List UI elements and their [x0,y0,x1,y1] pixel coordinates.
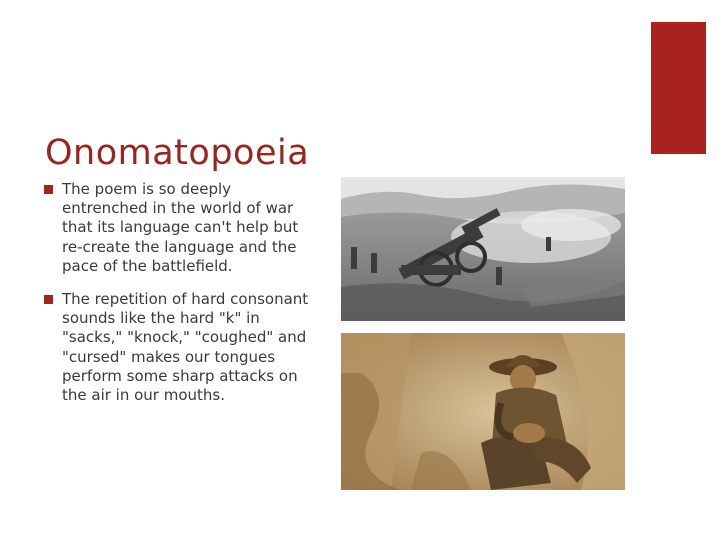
bullet-item [44,180,316,276]
artillery-battlefield-photo [341,177,625,321]
accent-bar [651,22,706,154]
bullet-item [44,290,316,405]
square-bullet-icon [44,185,53,194]
bullet-list [44,180,316,419]
square-bullet-icon [44,295,53,304]
bullet-text: The poem is so deeply entrenched in the world of war that its language can't help but re-create the language and the pace of the battlefield. [62,180,299,275]
bullet-text: The repetition of hard consonant sounds like the hard "k" in "sacks," "knock," "coughed" and "cursed" makes our tongues perform some sharp attacks on the air in our mouths. [62,290,309,405]
soldier-in-trench-photo [341,333,625,490]
slide-title: Onomatopoeia [45,133,310,174]
